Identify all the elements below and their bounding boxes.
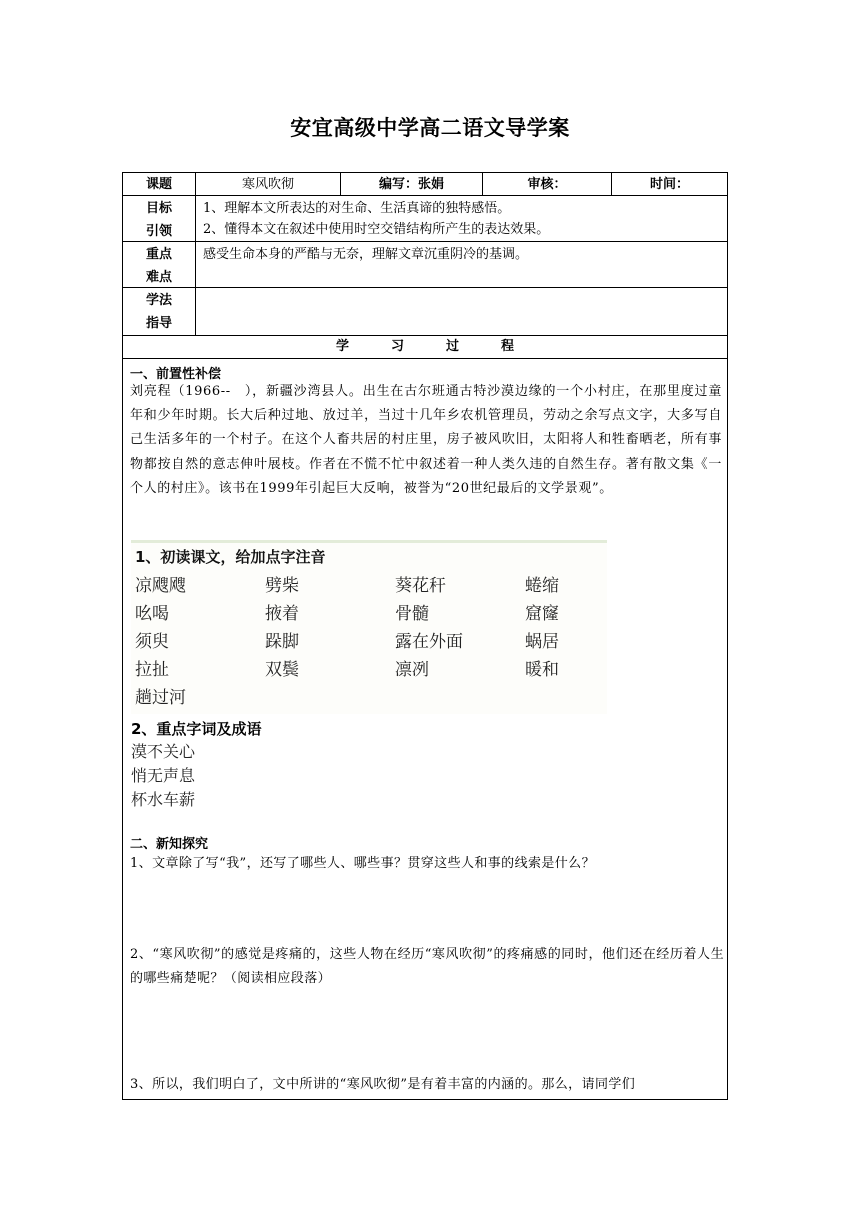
pinyin-word bbox=[135, 571, 186, 596]
process-char: 程 bbox=[501, 339, 515, 354]
goals-label-line1: 目标 bbox=[145, 201, 172, 216]
time-cell: 时间： bbox=[649, 177, 689, 192]
pinyin-word bbox=[265, 571, 299, 596]
idiom-item: 漠不关心 bbox=[131, 742, 196, 761]
word-text: 凛冽 bbox=[395, 660, 429, 680]
section1-heading: 一、前置性补偿 bbox=[130, 367, 222, 382]
process-char: 习 bbox=[390, 339, 404, 354]
pinyin-word bbox=[135, 655, 169, 680]
goals-content bbox=[196, 196, 727, 241]
process-char: 过 bbox=[446, 339, 460, 354]
header-row bbox=[123, 173, 727, 196]
question-1: 1、文章除了写“我”，还写了哪些人、哪些事？贯穿这些人和事的线索是什么？ bbox=[130, 856, 595, 871]
page-title: 安宜高级中学高二语文导学案 bbox=[290, 116, 570, 140]
key-points-label-line2: 难点 bbox=[145, 270, 172, 285]
pinyin-word bbox=[265, 599, 299, 624]
pinyin-word bbox=[265, 655, 299, 680]
pinyin-exercise-image bbox=[131, 540, 607, 714]
vocab-heading: 2、重点字词及成语 bbox=[131, 720, 262, 738]
author-cell bbox=[341, 173, 483, 195]
pinyin-word bbox=[395, 627, 463, 652]
word-text: 吆喝 bbox=[135, 604, 169, 624]
study-guide-table bbox=[122, 172, 728, 1100]
pinyin-word bbox=[525, 627, 559, 652]
word-text: 蜷缩 bbox=[525, 576, 559, 596]
pinyin-word bbox=[135, 683, 186, 708]
pinyin-word bbox=[525, 571, 559, 596]
method-label-line1: 学法 bbox=[145, 293, 172, 308]
idiom-item: 杯水车薪 bbox=[131, 790, 196, 809]
word-text: 掖着 bbox=[265, 604, 299, 624]
section1-paragraph: 刘亮程（1966-- ），新疆沙湾县人。出生在古尔班通古特沙漠边缘的一个小村庄，在那里度过童年和少年时期。长大后种过地、放过羊，当过十几年乡农机管理员，劳动之余写点文字，大多写自己生活多年的一个村子。在这个人畜共居的村庄里，房子被风吹旧，太阳将人和牲畜晒老，所有事物都按自然的意志伸叶展枝。作者在不慌不忙中叙述着一种人类久违的自然生存。著有散文集《一个人的村庄》。该书在1999年引起巨大反响，被誉为“20世纪最后的文学景观”。 bbox=[130, 384, 722, 496]
pinyin-word bbox=[135, 627, 169, 652]
question-3: 3、所以，我们明白了，文中所讲的“寒风吹彻”是有着丰富的内涵的。那么，请同学们 bbox=[130, 1077, 636, 1092]
key-points-row bbox=[123, 242, 727, 288]
goals-label-line2: 引领 bbox=[145, 224, 172, 239]
pinyin-task-heading: 1、初读课文，给加点字注音 bbox=[135, 548, 326, 566]
question-2: 2、“寒风吹彻”的感觉是疼痛的，这些人物在经历“寒风吹彻”的疼痛感的同时，他们还在经历着人生的哪些痛楚呢？（阅读相应段落） bbox=[130, 947, 724, 986]
process-heading bbox=[123, 336, 727, 359]
word-text: 骨髓 bbox=[395, 604, 429, 624]
goal-item: 2、懂得本文在叙述中使用时空交错结构所产生的表达效果。 bbox=[203, 222, 550, 237]
author-text: 编写：张娟 bbox=[378, 177, 444, 192]
word-text: 暖和 bbox=[525, 660, 559, 680]
pinyin-word bbox=[265, 627, 299, 652]
method-label-line2: 指导 bbox=[145, 316, 172, 331]
word-text: 蜗居 bbox=[525, 632, 559, 652]
word-text: 劈柴 bbox=[265, 576, 299, 596]
word-text: 窟窿 bbox=[525, 604, 559, 624]
word-text: 须臾 bbox=[135, 632, 169, 652]
word-text: 凉飕飕 bbox=[135, 576, 186, 596]
word-text: 葵花秆 bbox=[395, 576, 446, 596]
key-points-label-line1: 重点 bbox=[145, 247, 172, 262]
word-text: 双鬓 bbox=[265, 660, 299, 680]
process-char: 学 bbox=[335, 339, 349, 354]
topic-value: 寒风吹彻 bbox=[196, 173, 341, 195]
word-text: 趟过河 bbox=[135, 688, 186, 708]
goal-item: 1、理解本文所表达的对生命、生活真谛的独特感悟。 bbox=[203, 201, 511, 216]
key-points-content: 感受生命本身的严酷与无奈，理解文章沉重阴冷的基调。 bbox=[203, 247, 529, 262]
key-points-label bbox=[123, 242, 196, 287]
idiom-item: 悄无声息 bbox=[131, 766, 196, 785]
method-content bbox=[196, 288, 727, 335]
review-cell: 审核： bbox=[483, 173, 612, 195]
word-text: 拉扯 bbox=[135, 660, 169, 680]
section2-heading: 二、新知探究 bbox=[130, 837, 209, 852]
word-text: 跺脚 bbox=[265, 632, 299, 652]
goals-row bbox=[123, 196, 727, 242]
method-row bbox=[123, 288, 727, 336]
method-label bbox=[123, 288, 196, 335]
pinyin-word bbox=[395, 571, 446, 596]
pinyin-word bbox=[525, 655, 559, 680]
pinyin-word bbox=[395, 655, 429, 680]
word-text: 露在外面 bbox=[395, 632, 463, 652]
pinyin-word bbox=[395, 599, 429, 624]
topic-label: 课题 bbox=[123, 173, 196, 195]
goals-label bbox=[123, 196, 196, 241]
pinyin-word bbox=[135, 599, 169, 624]
pinyin-word bbox=[525, 599, 559, 624]
